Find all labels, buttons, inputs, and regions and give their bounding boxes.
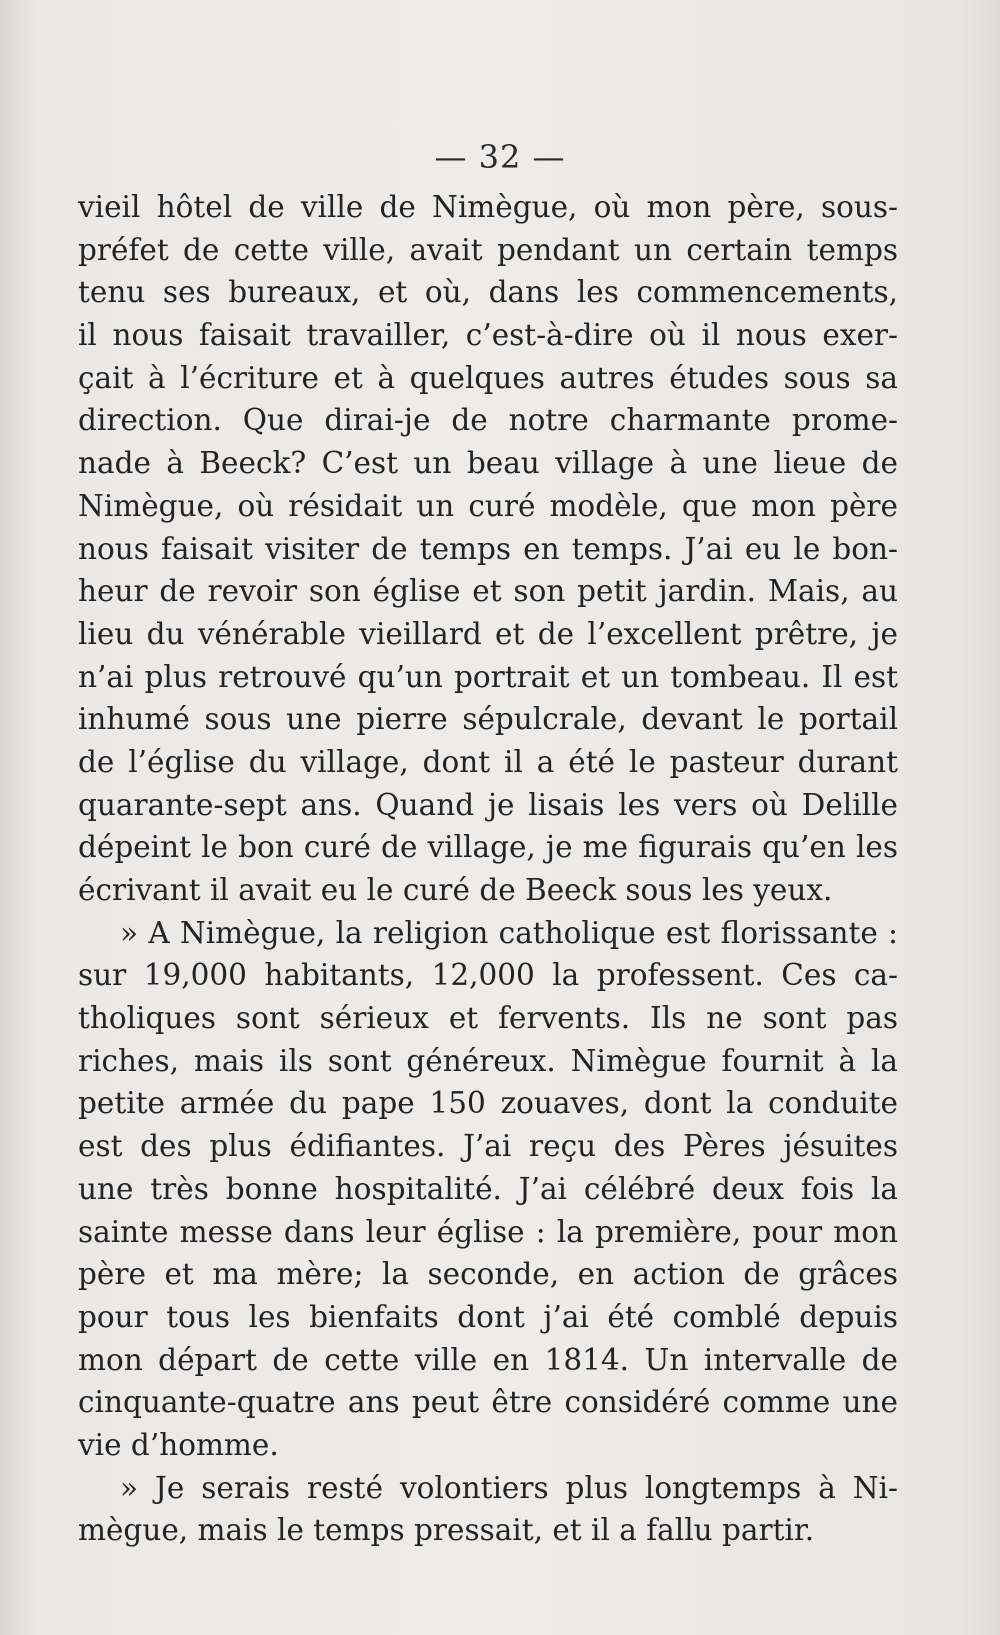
text-line: heur de revoir son église et son petit jardin. Mais, au xyxy=(78,574,898,609)
text-line: sainte messe dans leur église : la première, pour mon xyxy=(78,1214,898,1249)
text-line: çait à l’écriture et à quelques autres études sous sa xyxy=(78,360,898,395)
text-line: pour tous les bienfaits dont j’ai été comblé depuis xyxy=(78,1299,898,1334)
text-line: une très bonne hospitalité. J’ai célébré deux fois la xyxy=(78,1171,898,1206)
text-line: dépeint le bon curé de village, je me figurais qu’en les xyxy=(78,830,898,865)
text-line: inhumé sous une pierre sépulcrale, devant le portail xyxy=(78,702,898,737)
text-line: nous faisait visiter de temps en temps. J’ai eu le bon- xyxy=(78,531,898,566)
text-line: vie d’homme. xyxy=(78,1427,279,1462)
text-line: petite armée du pape 150 zouaves, dont la conduite xyxy=(78,1086,898,1121)
text-line: » A Nimègue, la religion catholique est florissante : xyxy=(120,915,898,950)
text-line: lieu du vénérable vieillard et de l’excellent prêtre, je xyxy=(78,616,898,651)
text-line: mon départ de cette ville en 1814. Un intervalle de xyxy=(78,1342,898,1377)
text-line: quarante-sept ans. Quand je lisais les vers où Delille xyxy=(78,787,898,822)
text-line: père et ma mère; la seconde, en action de grâces xyxy=(78,1257,898,1292)
text-line: » Je serais resté volontiers plus longtemps à Ni- xyxy=(120,1470,898,1505)
text-line: riches, mais ils sont généreux. Nimègue fournit à la xyxy=(78,1043,898,1078)
text-line: mègue, mais le temps pressait, et il a fallu partir. xyxy=(78,1513,815,1548)
text-line: sur 19,000 habitants, 12,000 la professent. Ces ca- xyxy=(78,958,898,993)
body-text xyxy=(78,186,898,1552)
text-line: tenu ses bureaux, et où, dans les commencements, xyxy=(78,275,898,310)
page-number: — 32 — xyxy=(434,138,566,176)
text-line: Nimègue, où résidait un curé modèle, que mon père xyxy=(78,488,898,523)
text-line: n’ai plus retrouvé qu’un portrait et un tombeau. Il est xyxy=(78,659,898,694)
text-line: il nous faisait travailler, c’est-à-dire où il nous exer- xyxy=(78,318,898,353)
text-line: cinquante-quatre ans peut être considéré comme une xyxy=(78,1385,898,1420)
text-line: vieil hôtel de ville de Nimègue, où mon père, sous- xyxy=(78,190,898,224)
text-line: nade à Beeck? C’est un beau village à une lieue de xyxy=(78,446,898,481)
text-line: tholiques sont sérieux et fervents. Ils ne sont pas xyxy=(78,1001,898,1036)
text-line: est des plus édifiantes. J’ai reçu des Pères jésuites xyxy=(78,1129,898,1164)
text-line: écrivant il avait eu le curé de Beeck sous les yeux. xyxy=(78,873,833,907)
text-line: de l’église du village, dont il a été le pasteur durant xyxy=(78,744,898,779)
text-line: préfet de cette ville, avait pendant un certain temps xyxy=(78,232,898,267)
text-line: direction. Que dirai-je de notre charmante prome- xyxy=(78,403,898,438)
